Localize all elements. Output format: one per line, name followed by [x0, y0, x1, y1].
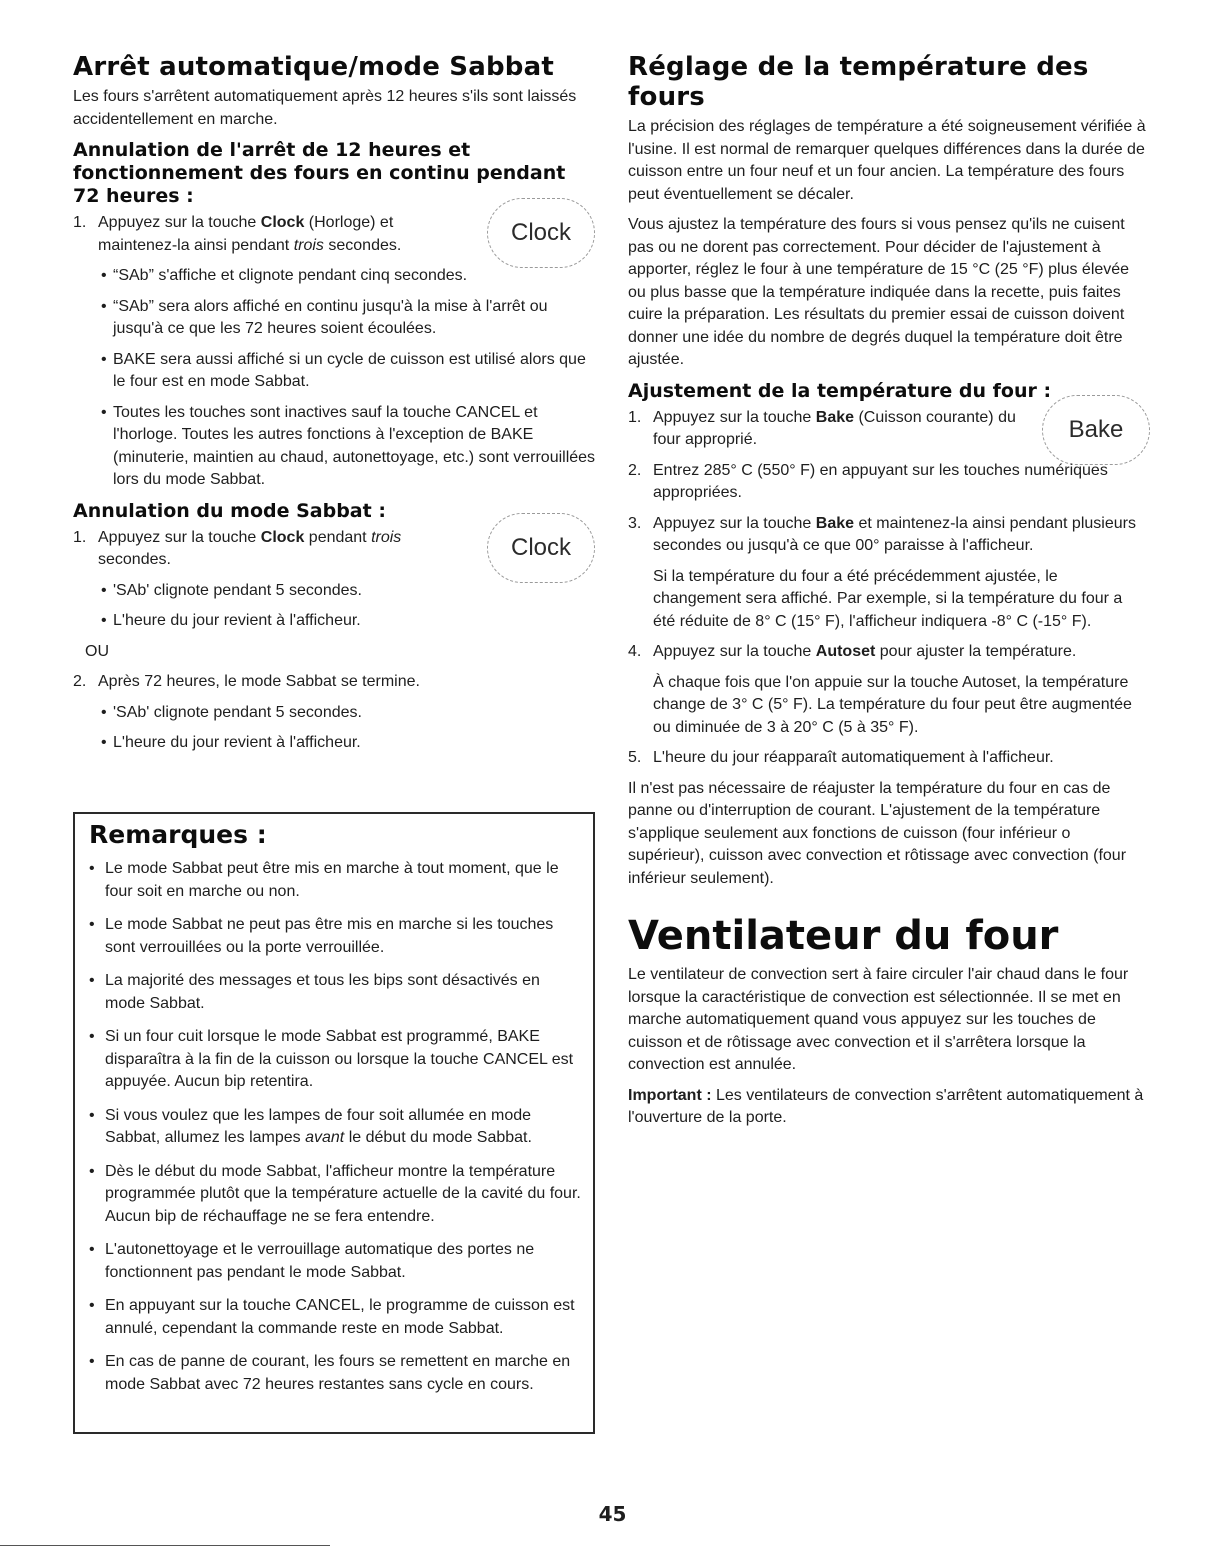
step-2-block [73, 527, 597, 572]
remark-item: • Le mode Sabbat ne peut pas être mis en marche si les touches sont verrouillées ou la porte verrouillée. [89, 914, 583, 959]
remarks-title: Remarques : [89, 820, 267, 849]
step-number: 1. [73, 214, 87, 231]
clock-key-icon: Clock [487, 513, 595, 583]
footer-rule [0, 1545, 330, 1546]
r-step-4: 4. Appuyez sur la touche Autoset pour ajuster la température. [628, 641, 1148, 664]
r-step-4-note: À chaque fois que l'on appuie sur la touche Autoset, la température change de 3° C (5° F). La température du four peut être augmentée ou diminuée de 3 à 20° C (5 à 35° F). [653, 673, 1132, 736]
r-step-1: 1. Appuyez sur la touche Bake (Cuisson courante) du four approprié. [628, 408, 1016, 448]
list-item: • L'heure du jour revient à l'afficheur. [73, 732, 597, 755]
step-1: 1. Appuyez sur la touche Clock (Horloge) et maintenez-la ainsi pendant trois secondes. [73, 214, 402, 254]
important-label: Important : [628, 1086, 712, 1104]
clock-key-icon: Clock [487, 198, 595, 268]
list-item: • “SAb” sera alors affiché en continu jusqu'à la mise à l'arrêt ou jusqu'à ce que les 72 heures soient écoulées. [73, 296, 597, 341]
fan-paragraph: Le ventilateur de convection sert à faire circuler l'air chaud dans le four lorsque la caractéristique de convection est sélectionnée. Il se met en marche automatiquement quand vous appuyez sur les touches de cuisson et de rôtissage avec convection et il s'arrêtera lorsque la convection est annulée. [628, 966, 1129, 1073]
remark-item: • Le mode Sabbat peut être mis en marche à tout moment, que le four soit en marche ou non. [89, 858, 583, 903]
step-number: 3. [628, 514, 642, 532]
right-column [628, 52, 1148, 1138]
step-1-block [73, 212, 597, 257]
r-step-2: 2. Entrez 285° C (550° F) en appuyant sur les touches numériques appropriées. [628, 461, 1108, 501]
temperature-title: Réglage de la température des fours [628, 52, 1089, 112]
left-column [73, 52, 597, 763]
cancel-sabbat-heading: Annulation du mode Sabbat : [73, 499, 386, 522]
remark-item: • Dès le début du mode Sabbat, l'afficheur montre la température programmée plutôt que la température actuelle de la cavité du four. Aucun bip de réchauffage ne se fera entendre. [89, 1161, 583, 1229]
key-name: Bake [815, 408, 855, 426]
sabbat-intro: Les fours s'arrêtent automatiquement après 12 heures s'ils sont laissés accidentellement en marche. [73, 88, 577, 128]
key-name: Clock [260, 214, 305, 231]
page-number: 45 [598, 1502, 627, 1526]
temperature-p1: La précision des réglages de température a été soigneusement vérifiée à l'usine. Il est normal de remarquer quelques différences dans la durée de cuisson entre un four neuf et un four ancien. La température des fours peut éventuellement se décaler. [628, 118, 1146, 203]
step-number: 2. [73, 673, 87, 690]
r-step-5: 5. L'heure du jour réapparaît automatiquement à l'afficheur. [628, 747, 1148, 770]
r-step-1-block [628, 407, 1148, 452]
temperature-p2: Vous ajustez la température des fours si vous pensez qu'ils ne cuisent pas ou ne dorent pas correctement. Pour décider de l'ajustement à apporter, réglez le four à une température de 15 °C (25 °F) plus élevée ou plus basse que la température indiquée dans la recette, puis faites cuire la préparation. Les résultats du premier essai de cuisson doivent donner une idée du nombre de degrés duquel la température doit être ajustée. [628, 216, 1130, 368]
key-name: Bake [815, 514, 855, 532]
step-1-cancel: 1. Appuyez sur la touche Clock pendant trois secondes. [73, 528, 402, 568]
adjust-heading: Ajustement de la température du four : [628, 379, 1052, 402]
list-item: • 'SAb' clignote pendant 5 secondes. [73, 702, 597, 725]
list-item: • 'SAb' clignote pendant 5 secondes. [73, 580, 597, 603]
r-step-3: 3. Appuyez sur la touche Bake et maintenez-la ainsi pendant plusieurs secondes ou jusqu'à ce que 00° paraisse à l'afficheur. [628, 514, 1136, 554]
r-step-3-note: Si la température du four a été précédemment ajustée, le changement sera affiché. Par exemple, si la température du four a été réduite de 8° C (15° F), l'afficheur indiquera -8° C (-15° F). [653, 567, 1123, 630]
important-note: Important : Les ventilateurs de convection s'arrêtent automatiquement à l'ouverture de la porte. [628, 1086, 1144, 1126]
step-number: 2. [628, 461, 642, 479]
list-item: • Toutes les touches sont inactives sauf la touche CANCEL et l'horloge. Toutes les autres fonctions à l'exception de BAKE (minuterie, maintien au chaud, autonettoyage, etc.) sont verrouillées lors du mode Sabbat. [73, 402, 597, 492]
list-item: • BAKE sera aussi affiché si un cycle de cuisson est utilisé alors que le four est en mode Sabbat. [73, 349, 597, 394]
cancel-12h-heading: Annulation de l'arrêt de 12 heures et fonctionnement des fours en continu pendant 72 heures : [73, 139, 566, 207]
remark-item: • La majorité des messages et tous les bips sont désactivés en mode Sabbat. [89, 970, 583, 1015]
remark-item: • En appuyant sur la touche CANCEL, le programme de cuisson est annulé, cependant la commande reste en mode Sabbat. [89, 1295, 583, 1340]
remark-item: • Si un four cuit lorsque le mode Sabbat est programmé, BAKE disparaîtra à la fin de la cuisson ou lorsque la touche CANCEL est appuyée. Aucun bip retentira. [89, 1026, 583, 1094]
step-number: 4. [628, 643, 642, 660]
step-number: 5. [628, 749, 642, 766]
list-item: • “SAb” s'affiche et clignote pendant cinq secondes. [73, 265, 597, 288]
remark-item: • En cas de panne de courant, les fours se remettent en marche en mode Sabbat avec 72 heures restantes sans cycle en cours. [89, 1351, 583, 1396]
step-number: 1. [73, 528, 87, 546]
fan-title: Ventilateur du four [628, 913, 1059, 959]
step-number: 1. [628, 408, 642, 426]
key-name: Clock [260, 528, 305, 546]
step-2-cancel: 2. Après 72 heures, le mode Sabbat se termine. [73, 671, 597, 694]
temperature-p3: Il n'est pas nécessaire de réajuster la température du four en cas de panne ou d'interruption de courant. L'ajustement de la température s'applique seulement aux fonctions de cuisson (four inférieur o supérieur), cuisson avec convection et rôtissage avec convection (four inférieur seulement). [628, 779, 1127, 887]
remark-item: • Si vous voulez que les lampes de four soit allumée en mode Sabbat, allumez les lampes avant le début du mode Sabbat. [89, 1105, 583, 1150]
list-item: • L'heure du jour revient à l'afficheur. [73, 610, 597, 633]
key-name: Autoset [815, 643, 876, 660]
bake-key-icon: Bake [1042, 395, 1150, 465]
remarks-box [73, 812, 595, 1434]
remark-item: • L'autonettoyage et le verrouillage automatique des portes ne fonctionnent pas pendant le mode Sabbat. [89, 1239, 583, 1284]
sabbat-title: Arrêt automatique/mode Sabbat [73, 52, 554, 82]
or-separator: OU [85, 642, 109, 660]
